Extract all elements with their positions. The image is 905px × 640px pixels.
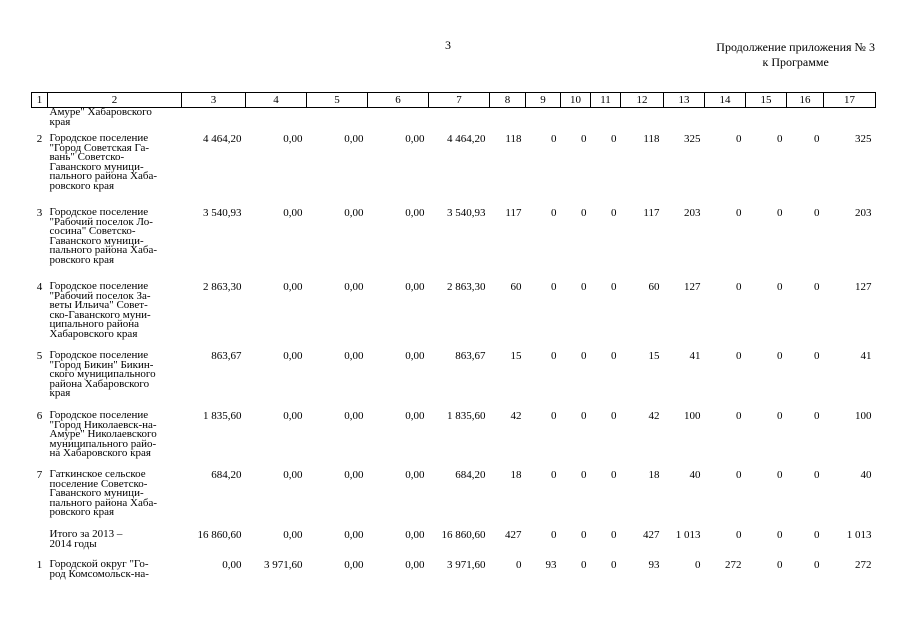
value-cell-col-5: 0,00: [344, 410, 364, 422]
value-cell-col-17: 325: [855, 133, 872, 145]
row-name: [48, 280, 182, 349]
name-line: пального района Хаба-: [49, 170, 158, 182]
value-cell-col-12: 15: [648, 350, 660, 362]
name-line: на Хабаровского края: [49, 447, 151, 459]
value-cell-col-16: 0: [814, 410, 820, 422]
carry-over-name: [48, 108, 182, 133]
name-line: вань" Советско-: [49, 151, 125, 163]
value-cell-col-10: 0: [581, 410, 587, 422]
value-cell-col-15: 0: [777, 559, 783, 571]
value-cell-col-11: 0: [611, 281, 617, 293]
value-cell-col-7: 3 540,93: [447, 207, 486, 219]
value-cell-col-8: 427: [505, 529, 522, 541]
name-line: Гаванского муници-: [49, 234, 144, 247]
row-index: 6: [36, 410, 43, 422]
value-cell-col-13: 100: [684, 410, 701, 422]
value-cell-col-12: 42: [648, 410, 660, 422]
empty-cell: [32, 108, 48, 133]
value-cell-col-17: 272: [855, 559, 872, 571]
value-cell-col-12: 427: [643, 529, 660, 541]
value-cell-col-12: 18: [648, 469, 660, 481]
value-cell-col-10: 0: [581, 559, 587, 571]
name-line: Амуре" Николаевского: [49, 428, 157, 440]
value-cell-col-8: 0: [516, 559, 522, 571]
name-line: род Комсомольск-на-: [49, 567, 149, 580]
empty-cell: [307, 108, 368, 133]
name-line: района Хабаровского: [49, 377, 150, 390]
name-line: Хабаровского края: [49, 327, 138, 340]
empty-cell: [621, 108, 664, 133]
value-cell-col-15: 0: [777, 133, 783, 145]
value-cell-col-17: 41: [860, 350, 872, 362]
table-row: [32, 468, 876, 528]
header-cell-3: 3: [182, 93, 246, 108]
name-line: ско-Гаванского муни-: [49, 308, 151, 321]
header-cell-7: 7: [429, 93, 490, 108]
value-cell-col-15: 0: [777, 350, 783, 362]
value-cell-col-8: 15: [510, 350, 522, 362]
value-cell-col-17: 40: [860, 469, 872, 481]
name-line: края: [49, 115, 71, 128]
value-cell-col-4: 0,00: [283, 281, 303, 293]
name-line: "Город Николаевск-на-: [49, 418, 157, 431]
value-cell-col-10: 0: [581, 281, 587, 293]
header-cell-12: 12: [621, 93, 664, 108]
header-cell-17: 17: [824, 93, 876, 108]
name-line: Городское поселение: [49, 349, 149, 361]
name-line: ского муниципального: [49, 368, 156, 380]
value-cell-col-7: 863,67: [455, 350, 486, 362]
continuation-line-1: Продолжение приложения № 3: [716, 40, 875, 54]
value-cell-col-7: 16 860,60: [441, 529, 486, 541]
value-cell-col-7: 2 863,30: [447, 281, 486, 293]
value-cell-col-12: 118: [643, 133, 660, 145]
name-line: ровского края: [49, 506, 115, 518]
value-cell-col-6: 0,00: [405, 410, 425, 422]
value-cell-col-6: 0,00: [405, 207, 425, 219]
value-cell-col-11: 0: [611, 469, 617, 481]
name-line: края: [49, 387, 71, 399]
value-cell-col-8: 60: [510, 281, 522, 293]
empty-cell: [490, 108, 526, 133]
value-cell-col-15: 0: [777, 410, 783, 422]
header-cell-2: 2: [48, 93, 182, 108]
empty-cell: [664, 108, 705, 133]
name-line: веты Ильича" Совет-: [49, 299, 148, 311]
value-cell-col-9: 0: [551, 133, 557, 145]
name-line: сосина" Советско-: [49, 225, 136, 237]
value-cell-col-9: 0: [551, 410, 557, 422]
table-row: [32, 409, 876, 468]
value-cell-col-13: 0: [695, 559, 701, 571]
value-cell-col-16: 0: [814, 133, 820, 145]
value-cell-col-3: 4 464,20: [203, 133, 242, 145]
value-cell-col-15: 0: [777, 207, 783, 219]
value-cell-col-4: 3 971,60: [264, 559, 303, 571]
header-cell-6: 6: [368, 93, 429, 108]
header-row: [32, 93, 876, 108]
value-cell-col-11: 0: [611, 529, 617, 541]
header-cell-13: 13: [664, 93, 705, 108]
value-cell-col-14: 272: [725, 559, 742, 571]
value-cell-col-16: 0: [814, 207, 820, 219]
value-cell-col-16: 0: [814, 559, 820, 571]
value-cell-col-4: 0,00: [283, 410, 303, 422]
value-cell-col-5: 0,00: [344, 350, 364, 362]
name-line: Гаванского муници-: [49, 487, 144, 499]
name-line: "Город Советская Га-: [49, 141, 150, 154]
value-cell-col-17: 127: [855, 281, 872, 293]
value-cell-col-13: 127: [684, 281, 701, 293]
name-line: пального района Хаба-: [49, 244, 158, 256]
row-index: 7: [36, 469, 43, 481]
row-index: 1: [36, 559, 43, 571]
name-line: Городское поселение: [49, 206, 149, 218]
value-cell-col-8: 42: [510, 410, 522, 422]
name-line: Городской округ "Го-: [49, 558, 149, 570]
value-cell-col-5: 0,00: [344, 559, 364, 571]
row-index: 3: [36, 207, 43, 219]
value-cell-col-17: 100: [855, 410, 872, 422]
name-line: муниципального райо-: [49, 437, 157, 450]
row-index: 5: [36, 350, 43, 362]
name-line: ровского края: [49, 179, 115, 192]
value-cell-col-3: 3 540,93: [203, 207, 242, 219]
value-cell-col-3: 2 863,30: [203, 281, 242, 293]
value-cell-col-14: 0: [736, 350, 742, 362]
value-cell-col-14: 0: [736, 207, 742, 219]
value-cell-col-9: 0: [551, 529, 557, 541]
value-cell-col-17: 203: [855, 207, 872, 219]
row-name: [48, 409, 182, 468]
value-cell-col-6: 0,00: [405, 281, 425, 293]
header-cell-16: 16: [787, 93, 824, 108]
name-line: Городское поселение: [49, 132, 149, 144]
table-row: [32, 206, 876, 280]
value-cell-col-10: 0: [581, 529, 587, 541]
value-cell-col-9: 0: [551, 281, 557, 293]
empty-cell: [824, 108, 876, 133]
value-cell-col-16: 0: [814, 350, 820, 362]
value-cell-col-17: 1 013: [846, 529, 872, 541]
value-cell-col-5: 0,00: [344, 133, 364, 145]
value-cell-col-11: 0: [611, 350, 617, 362]
value-cell-col-16: 0: [814, 529, 820, 541]
name-line: "Рабочий поселок Ло-: [49, 215, 153, 228]
empty-cell: [705, 108, 746, 133]
name-line: пального района Хаба-: [49, 496, 158, 509]
empty-cell: [526, 108, 561, 133]
name-line: 2014 годы: [49, 537, 97, 550]
value-cell-col-5: 0,00: [344, 469, 364, 481]
value-cell-col-10: 0: [581, 133, 587, 145]
value-cell-col-11: 0: [611, 410, 617, 422]
name-line: Гаткинское сельское: [49, 468, 146, 480]
value-cell-col-14: 0: [736, 529, 742, 541]
value-cell-col-3: 863,67: [211, 350, 242, 362]
row-name: [48, 528, 182, 558]
value-cell-col-11: 0: [611, 559, 617, 571]
row-index: 4: [36, 281, 43, 293]
value-cell-col-16: 0: [814, 281, 820, 293]
header-cell-11: 11: [591, 93, 621, 108]
value-cell-col-9: 0: [551, 350, 557, 362]
carry-over-row: [32, 108, 876, 133]
header-cell-14: 14: [705, 93, 746, 108]
header-cell-4: 4: [246, 93, 307, 108]
name-line: Городское поселение: [49, 280, 149, 292]
value-cell-col-4: 0,00: [283, 529, 303, 541]
value-cell-col-10: 0: [581, 207, 587, 219]
header-cell-8: 8: [490, 93, 526, 108]
header-cell-9: 9: [526, 93, 561, 108]
empty-cell: [246, 108, 307, 133]
value-cell-col-14: 0: [736, 133, 742, 145]
value-cell-col-9: 0: [551, 469, 557, 481]
table-row: [32, 280, 876, 349]
row-name: [48, 132, 182, 206]
value-cell-col-13: 40: [689, 469, 701, 481]
value-cell-col-10: 0: [581, 469, 587, 481]
value-cell-col-4: 0,00: [283, 350, 303, 362]
name-line: Итого за 2013 –: [49, 528, 123, 540]
continuation-note: [716, 40, 875, 70]
header-cell-1: 1: [32, 93, 48, 108]
row-name: [48, 206, 182, 280]
value-cell-col-13: 325: [684, 133, 701, 145]
value-cell-col-4: 0,00: [283, 469, 303, 481]
name-line: ровского края: [49, 253, 115, 266]
continuation-line-2: к Программе: [762, 55, 829, 69]
value-cell-col-14: 0: [736, 469, 742, 481]
value-cell-col-12: 93: [648, 559, 660, 571]
empty-cell: [561, 108, 591, 133]
empty-cell: [368, 108, 429, 133]
value-cell-col-7: 684,20: [455, 469, 486, 481]
name-line: "Рабочий поселок За-: [49, 289, 151, 302]
value-cell-col-4: 0,00: [283, 133, 303, 145]
value-cell-col-6: 0,00: [405, 469, 425, 481]
empty-cell: [429, 108, 490, 133]
name-line: "Город Бикин" Бикин-: [49, 358, 154, 371]
value-cell-col-6: 0,00: [405, 350, 425, 362]
value-cell-col-3: 1 835,60: [203, 410, 242, 422]
name-line: ципального района: [49, 318, 140, 330]
value-cell-col-15: 0: [777, 281, 783, 293]
row-name: [48, 349, 182, 409]
value-cell-col-5: 0,00: [344, 529, 364, 541]
row-name: [48, 558, 182, 584]
value-cell-col-6: 0,00: [405, 133, 425, 145]
value-cell-col-14: 0: [736, 410, 742, 422]
value-cell-col-15: 0: [777, 529, 783, 541]
value-cell-col-8: 117: [505, 207, 522, 219]
name-line: поселение Советско-: [49, 477, 148, 490]
row-index: 2: [36, 133, 43, 145]
page-number: 3: [445, 38, 451, 52]
empty-cell: [746, 108, 787, 133]
value-cell-col-12: 60: [648, 281, 660, 293]
value-cell-col-6: 0,00: [405, 529, 425, 541]
name-line: Городское поселение: [49, 409, 149, 421]
row-name: [48, 468, 182, 528]
value-cell-col-7: 1 835,60: [447, 410, 486, 422]
value-cell-col-5: 0,00: [344, 207, 364, 219]
value-cell-col-14: 0: [736, 281, 742, 293]
name-line: Гаванского муници-: [49, 160, 144, 173]
header-cell-5: 5: [307, 93, 368, 108]
table-row: [32, 132, 876, 206]
value-cell-col-8: 18: [510, 469, 522, 481]
value-cell-col-16: 0: [814, 469, 820, 481]
value-cell-col-5: 0,00: [344, 281, 364, 293]
empty-cell: [787, 108, 824, 133]
table-row: [32, 349, 876, 409]
header-cell-10: 10: [561, 93, 591, 108]
header-cell-15: 15: [746, 93, 787, 108]
value-cell-col-15: 0: [777, 469, 783, 481]
value-cell-col-12: 117: [643, 207, 660, 219]
value-cell-col-9: 0: [551, 207, 557, 219]
empty-cell: [591, 108, 621, 133]
row-index: [32, 528, 48, 558]
value-cell-col-4: 0,00: [283, 207, 303, 219]
value-cell-col-9: 93: [545, 559, 557, 571]
value-cell-col-8: 118: [505, 133, 522, 145]
value-cell-col-6: 0,00: [405, 559, 425, 571]
value-cell-col-13: 203: [684, 207, 701, 219]
value-cell-col-3: 0,00: [222, 559, 242, 571]
value-cell-col-11: 0: [611, 133, 617, 145]
value-cell-col-11: 0: [611, 207, 617, 219]
value-cell-col-10: 0: [581, 350, 587, 362]
value-cell-col-7: 4 464,20: [447, 133, 486, 145]
total-row: [32, 528, 876, 558]
table-row: [32, 558, 876, 584]
value-cell-col-3: 16 860,60: [197, 529, 242, 541]
value-cell-col-3: 684,20: [211, 469, 242, 481]
value-cell-col-13: 41: [689, 350, 701, 362]
data-table: [31, 92, 876, 584]
value-cell-col-13: 1 013: [675, 529, 701, 541]
value-cell-col-7: 3 971,60: [447, 559, 486, 571]
name-line: Амуре" Хабаровского: [49, 106, 152, 118]
empty-cell: [182, 108, 246, 133]
